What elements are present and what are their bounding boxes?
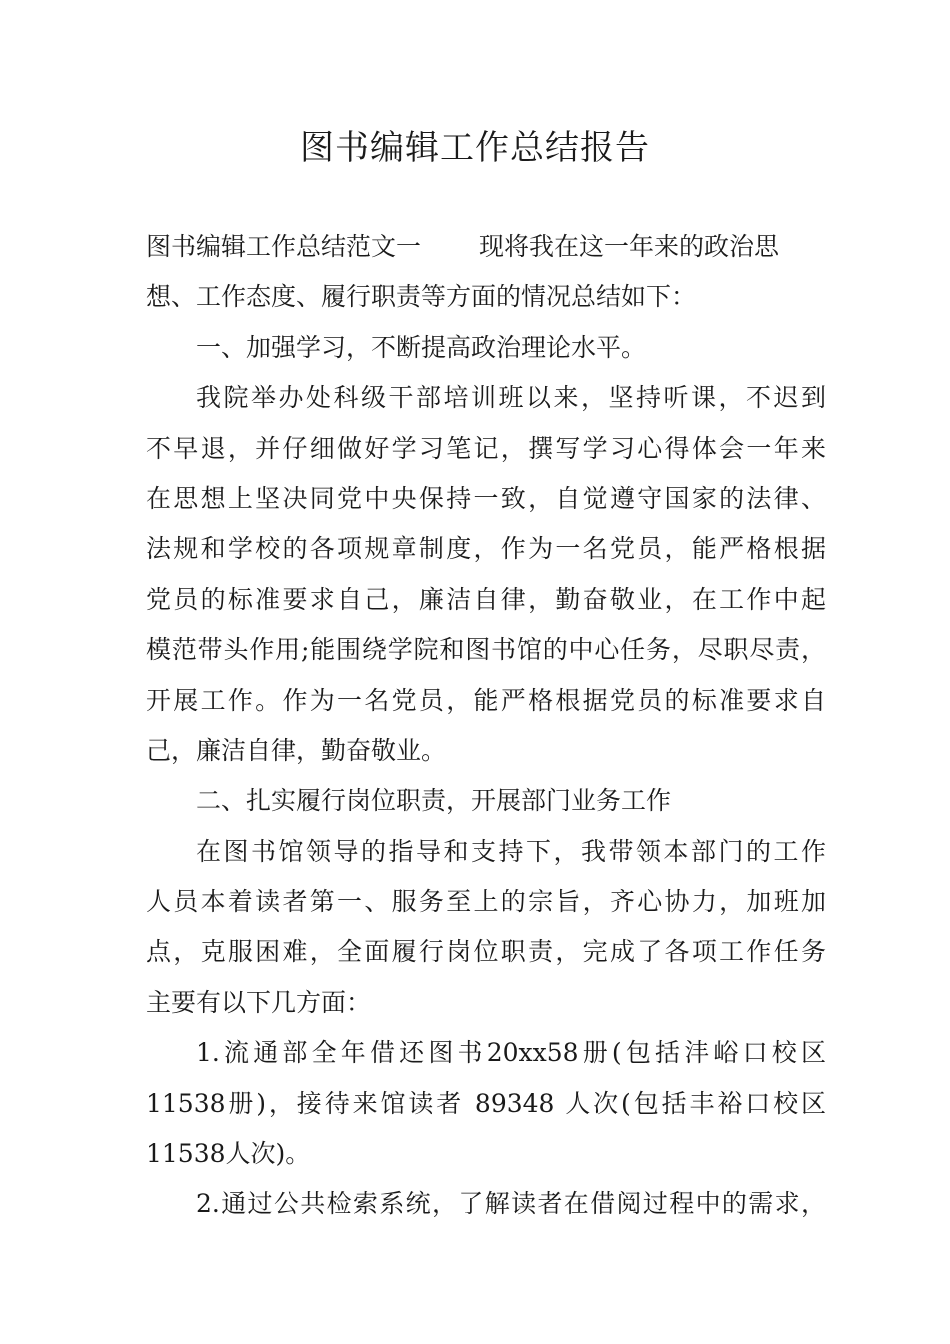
list-item: 1.流通部全年借还图书20xx58册(包括沣峪口校区 <box>196 1038 826 1068</box>
intro-prefix: 图书编辑工作总结范文一 <box>146 232 422 261</box>
document-title: 图书编辑工作总结报告 <box>300 128 650 168</box>
paragraph-line: 党员的标准要求自己，廉洁自律，勤奋敬业，在工作中起 <box>146 584 826 614</box>
list-item: 2.通过公共检索系统，了解读者在借阅过程中的需求， <box>196 1189 826 1219</box>
list-item: 11538册)，接待来馆读者 89348 人次(包括丰裕口校区 <box>146 1088 826 1118</box>
paragraph-line: 不早退，并仔细做好学习笔记，撰写学习心得体会一年来 <box>146 433 826 463</box>
intro-rest: 现将我在这一年来的政治思 <box>479 232 780 261</box>
section-heading: 一、加强学习，不断提高政治理论水平。 <box>196 332 647 362</box>
list-item: 11538人次)。 <box>146 1139 311 1169</box>
section-heading: 二、扎实履行岗位职责，开展部门业务工作 <box>196 786 672 816</box>
paragraph-line: 模范带头作用;能围绕学院和图书馆的中心任务，尽职尽责， <box>146 635 826 665</box>
paragraph-line: 己，廉洁自律，勤奋敬业。 <box>146 735 447 765</box>
document-body <box>146 222 826 1230</box>
paragraph-line: 法规和学校的各项规章制度，作为一名党员，能严格根据 <box>146 534 826 564</box>
paragraph-line-intro <box>146 222 826 272</box>
paragraph-line: 在图书馆领导的指导和支持下，我带领本部门的工作 <box>196 836 826 866</box>
paragraph-line: 主要有以下几方面： <box>146 987 372 1017</box>
paragraph-line: 想、工作态度、履行职责等方面的情况总结如下： <box>146 282 697 312</box>
paragraph-line: 开展工作。作为一名党员，能严格根据党员的标准要求自 <box>146 685 826 715</box>
paragraph-line: 点，克服困难，全面履行岗位职责，完成了各项工作任务 <box>146 937 826 967</box>
paragraph-line: 人员本着读者第一、服务至上的宗旨，齐心协力，加班加 <box>146 887 826 917</box>
paragraph-line: 我院举办处科级干部培训班以来，坚持听课，不迟到 <box>196 383 826 413</box>
paragraph-line: 在思想上坚决同党中央保持一致，自觉遵守国家的法律、 <box>146 483 826 513</box>
